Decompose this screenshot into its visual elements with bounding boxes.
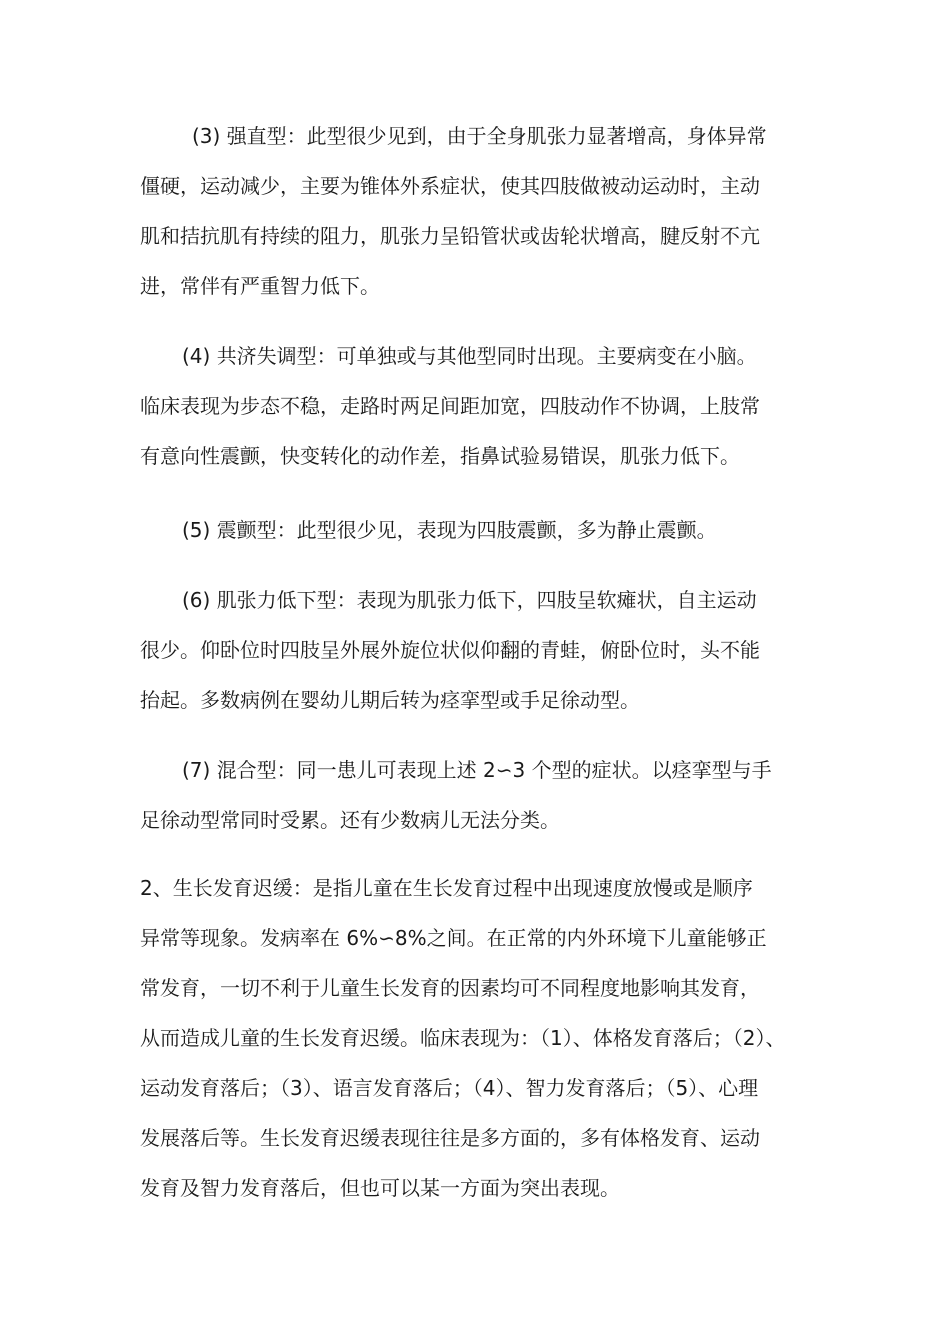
text-line: 从而造成儿童的生长发育迟缓。临床表现为：（1）、体格发育落后；（2）、	[140, 1026, 786, 1050]
text-line: 临床表现为步态不稳，走路时两足间距加宽，四肢动作不协调，上肢常	[140, 394, 760, 418]
text-line: 发展落后等。生长发育迟缓表现往往是多方面的，多有体格发育、运动	[140, 1126, 760, 1150]
text-line: 肌和拮抗肌有持续的阻力，肌张力呈铅管状或齿轮状增高，腱反射不亢	[140, 224, 760, 248]
text-line: 抬起。多数病例在婴幼儿期后转为痉挛型或手足徐动型。	[140, 688, 640, 712]
text-line: (4) 共济失调型：可单独或与其他型同时出现。主要病变在小脑。	[182, 344, 757, 368]
text-line: 异常等现象。发病率在 6%∽8%之间。在正常的内外环境下儿童能够正	[140, 926, 767, 950]
text-line: 常发育，一切不利于儿童生长发育的因素均可不同程度地影响其发育，	[140, 976, 760, 1000]
text-line: 有意向性震颤，快变转化的动作差，指鼻试验易错误，肌张力低下。	[140, 444, 740, 468]
text-line: (7) 混合型：同一患儿可表现上述 2∽3 个型的症状。以痉挛型与手	[182, 758, 772, 782]
text-line: 很少。仰卧位时四肢呈外展外旋位状似仰翻的青蛙，俯卧位时，头不能	[140, 638, 760, 662]
text-line: (6) 肌张力低下型：表现为肌张力低下，四肢呈软瘫状，自主运动	[182, 588, 757, 612]
text-line: 发育及智力发育落后，但也可以某一方面为突出表现。	[140, 1176, 620, 1200]
text-line: 2、生长发育迟缓：是指儿童在生长发育过程中出现速度放慢或是顺序	[140, 876, 753, 900]
text-line: 进，常伴有严重智力低下。	[140, 274, 380, 298]
text-line: 僵硬，运动减少，主要为锥体外系症状，使其四肢做被动运动时，主动	[140, 174, 760, 198]
text-line: 足徐动型常同时受累。还有少数病儿无法分类。	[140, 808, 560, 832]
text-line: (3) 强直型：此型很少见到，由于全身肌张力显著增高，身体异常	[192, 124, 767, 148]
text-line: 运动发育落后；（3）、语言发育落后；（4）、智力发育落后；（5）、心理	[140, 1076, 759, 1100]
text-line: (5) 震颤型：此型很少见，表现为四肢震颤，多为静止震颤。	[182, 518, 717, 542]
